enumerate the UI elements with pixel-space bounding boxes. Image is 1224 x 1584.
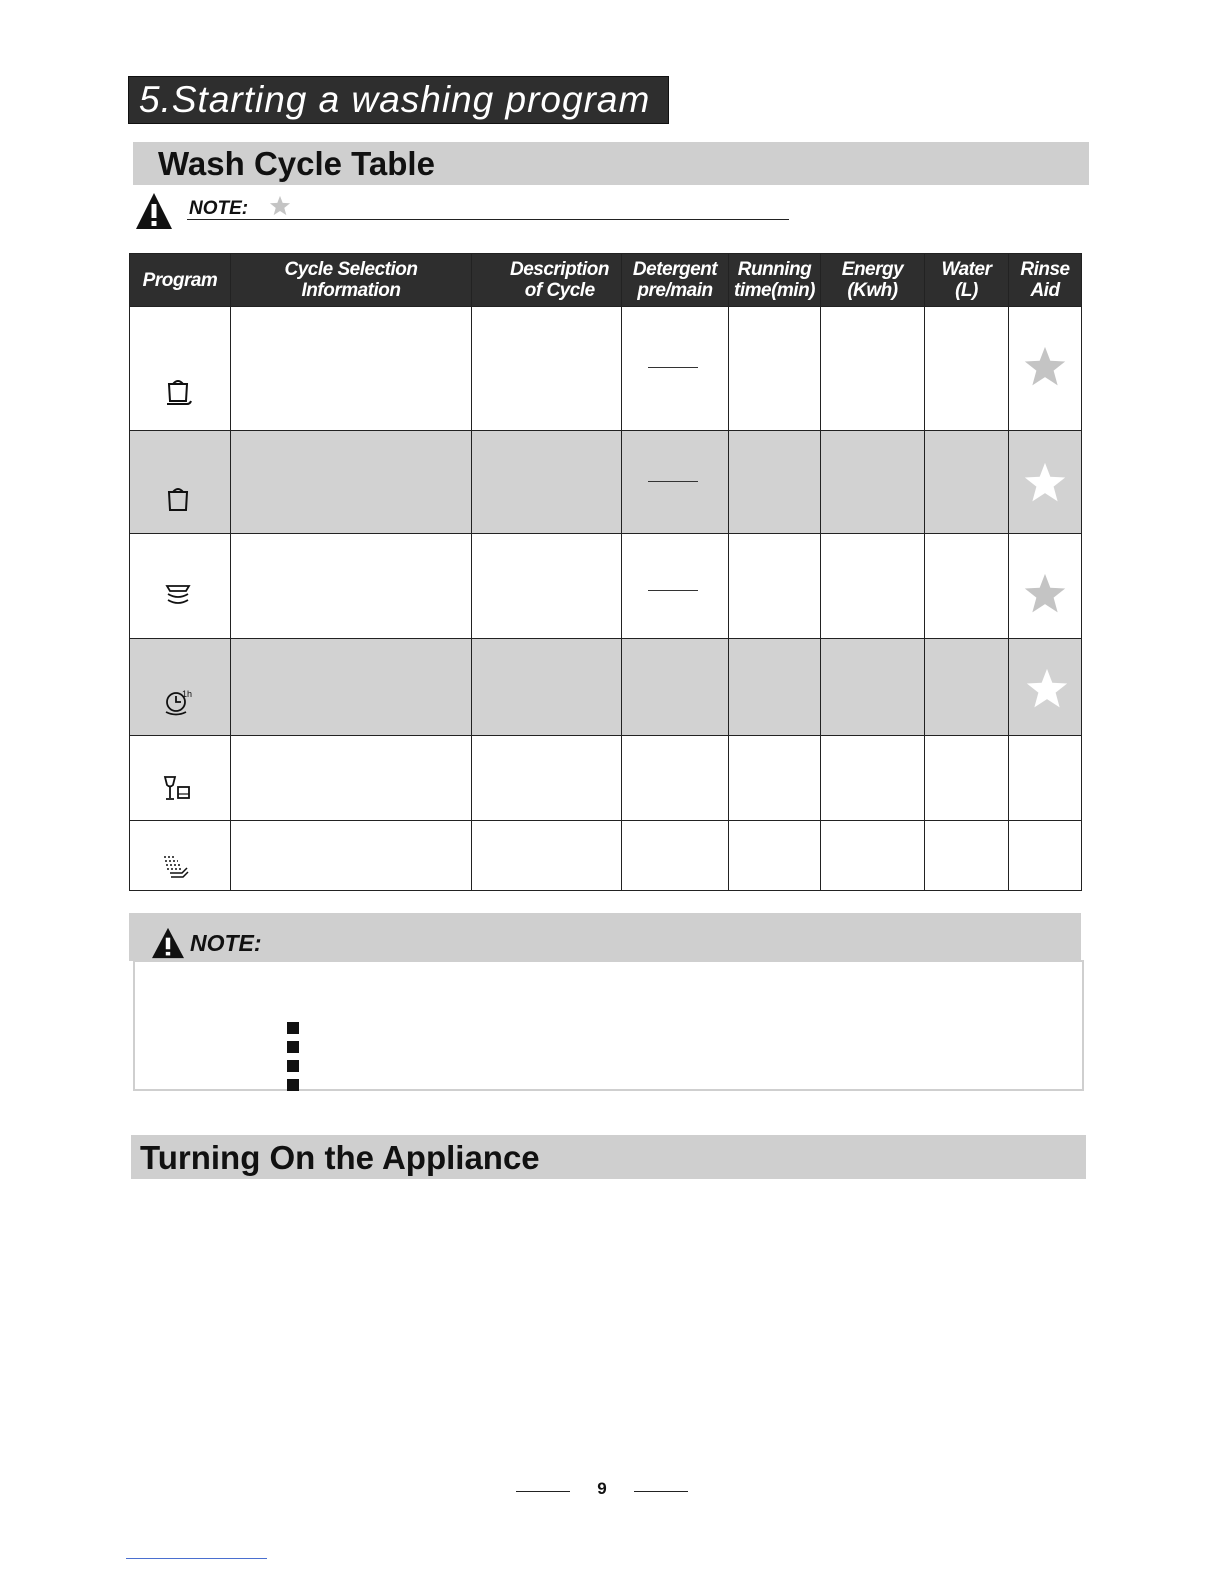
one-hour-clock-icon — [160, 687, 196, 717]
bullet-marker — [287, 1022, 299, 1034]
program-cell — [130, 307, 231, 431]
chapter-title: 5.Starting a washing program — [139, 79, 651, 120]
wash-cycle-section-bar — [133, 142, 1089, 185]
footer-rule-left — [516, 1491, 570, 1492]
star-icon — [1023, 345, 1067, 389]
chapter-header — [128, 76, 669, 124]
wash-cycle-table — [129, 253, 1082, 891]
header-cycle-selection: Cycle Selection Information — [231, 254, 472, 307]
header-description: Description of Cycle — [472, 254, 622, 307]
bullet-marker — [287, 1060, 299, 1072]
note-label: NOTE: — [189, 198, 249, 219]
table-row — [130, 736, 1082, 821]
detergent-dash — [648, 367, 698, 368]
turning-on-title: Turning On the Appliance — [140, 1139, 540, 1176]
program-cell — [130, 639, 231, 736]
bottom-rule — [126, 1558, 267, 1559]
wash-cycle-title: Wash Cycle Table — [158, 145, 435, 182]
header-rinse-aid: Rinse Aid — [1009, 254, 1082, 307]
svg-text:1h: 1h — [182, 689, 193, 699]
star-icon — [1025, 667, 1069, 711]
program-cell — [130, 821, 231, 891]
header-running-time: Running time(min) — [729, 254, 821, 307]
rinse-spray-icon — [160, 853, 196, 883]
note-underline — [187, 219, 789, 220]
bullet-marker — [287, 1079, 299, 1091]
header-water: Water (L) — [925, 254, 1009, 307]
star-icon — [1023, 461, 1067, 505]
program-cell — [130, 736, 231, 821]
note-header-bar — [129, 913, 1081, 961]
heavy-pot-icon — [160, 377, 196, 407]
detergent-dash — [648, 481, 698, 482]
detergent-dash — [648, 590, 698, 591]
warning-icon — [151, 927, 185, 959]
note-content-box — [133, 960, 1084, 1091]
table-row — [130, 307, 1082, 431]
note-label: NOTE: — [190, 930, 262, 956]
table-row — [130, 431, 1082, 534]
header-energy: Energy (Kwh) — [821, 254, 925, 307]
table-row — [130, 534, 1082, 639]
glass-and-cup-icon — [160, 774, 196, 804]
header-detergent: Detergent pre/main — [622, 254, 729, 307]
table-row — [130, 821, 1082, 891]
bullet-marker — [287, 1041, 299, 1053]
page-number: 9 — [597, 1479, 607, 1498]
turning-on-section-bar — [131, 1135, 1086, 1179]
header-program: Program — [130, 254, 231, 307]
star-icon — [269, 195, 291, 217]
footer-rule-right — [634, 1491, 688, 1492]
stacked-plates-icon — [160, 580, 196, 610]
warning-icon — [135, 192, 173, 230]
star-icon — [1023, 572, 1067, 616]
pot-icon — [160, 485, 196, 515]
table-header-row — [130, 254, 1082, 307]
program-cell — [130, 431, 231, 534]
program-cell — [130, 534, 231, 639]
table-row — [130, 639, 1082, 736]
